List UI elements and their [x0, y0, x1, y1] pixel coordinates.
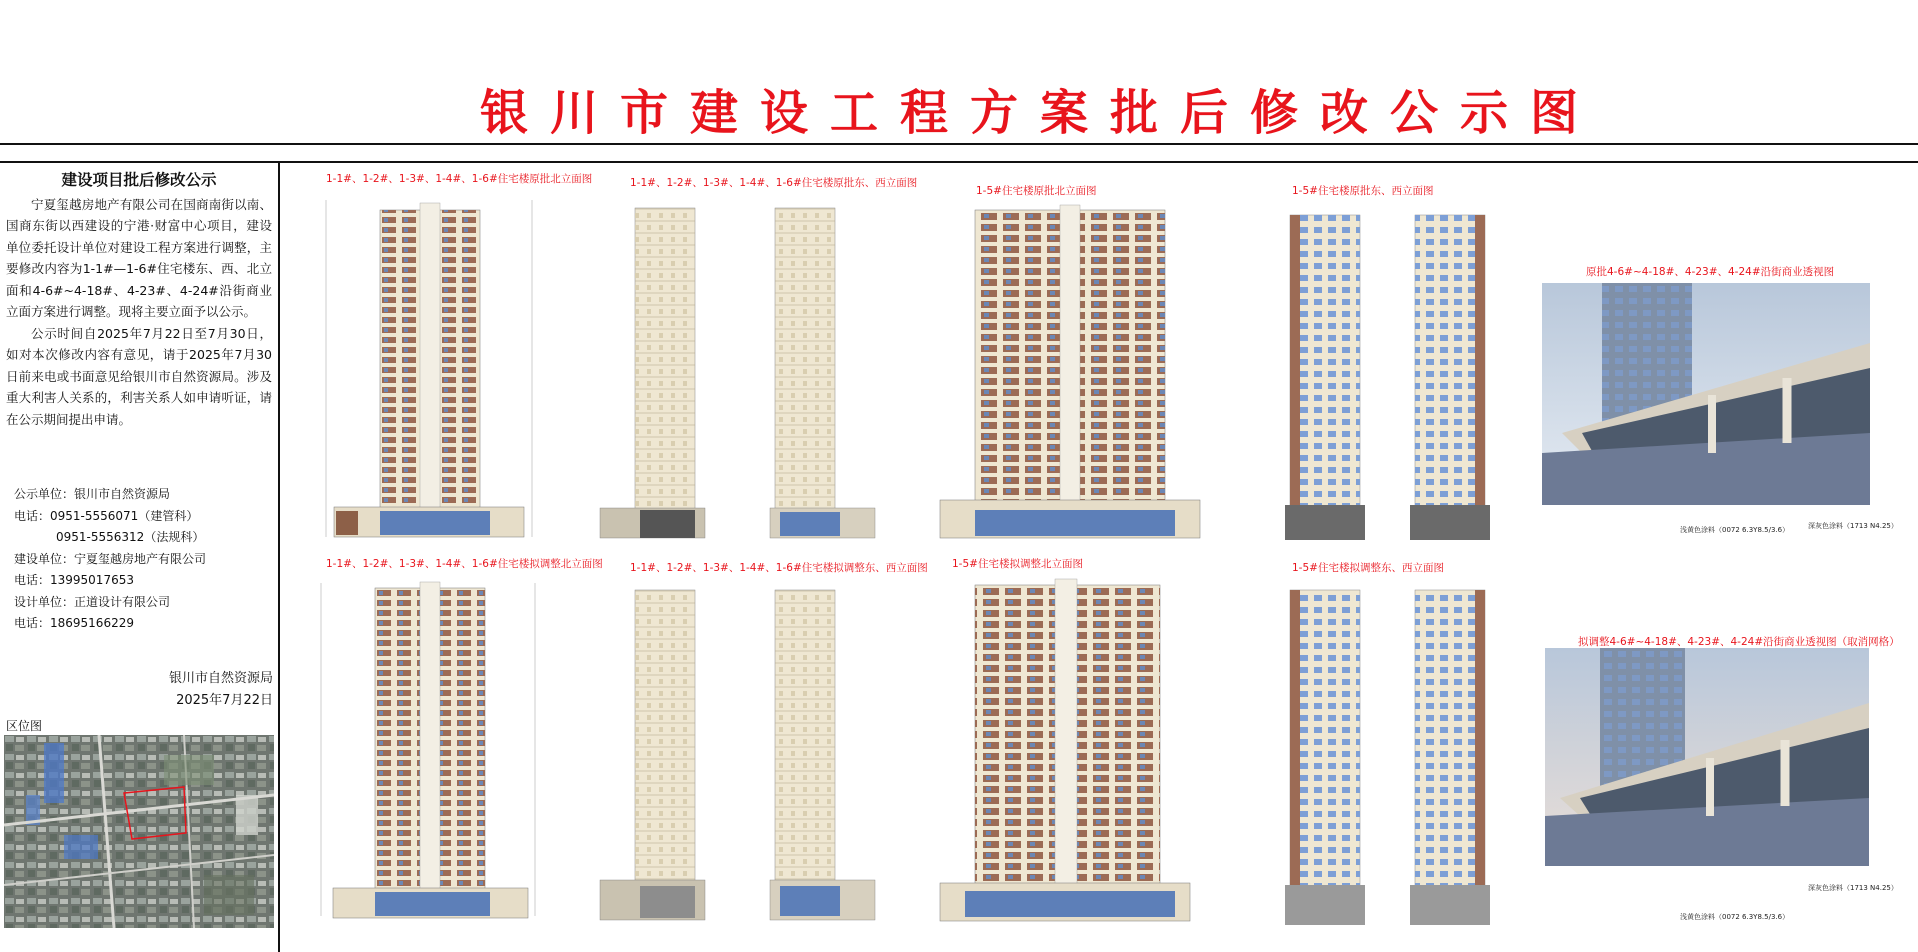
elevation-original-north-1-6 [320, 195, 540, 540]
section-title-adjusted-north-1-5: 1-5#住宅楼拟调整北立面图 [952, 558, 1083, 570]
section-title-original-north-1-5: 1-5#住宅楼原批北立面图 [976, 185, 1097, 197]
signature-org: 银川市自然资源局 [168, 671, 273, 686]
location-map-label: 区位图 [6, 719, 43, 733]
designer-phone: 电话：18695166229 [14, 616, 134, 630]
material-note-adjusted-light: 浅黄色涂料（0072 6.3Y8.5/3.6） [1680, 913, 1790, 921]
elevation-adjusted-north-1-6 [315, 578, 543, 920]
section-title-adjusted-commercial: 拟调整4-6#~4-18#、4-23#、4-24#沿街商业透视图（取消网格） [1578, 636, 1900, 648]
notice-paragraph-1: 宁夏玺越房地产有限公司在国商南街以南、国商东街以西建设的宁港·财富中心项目，建设单位委托设计单位对建设工程方案进行调整，主要修改内容为1-1#—1-6#住宅楼东、西、北立面和4-6#~4-18#、4-23#、4-24#沿街商业立面方案进行调整。现将主要立面予以公示。 [6, 196, 272, 319]
publisher-phone-2: 0951-5556312（法规科） [56, 530, 205, 544]
elevation-adjusted-north-1-5 [915, 575, 1205, 925]
section-title-adjusted-east-west-1-6: 1-1#、1-2#、1-3#、1-4#、1-6#住宅楼拟调整东、西立面图 [630, 562, 928, 574]
location-map-image [4, 735, 274, 928]
contact-block [14, 484, 274, 635]
section-title-original-east-west-1-5: 1-5#住宅楼原批东、西立面图 [1292, 185, 1434, 197]
builder-line: 建设单位：宁夏玺越房地产有限公司 [14, 551, 207, 566]
elevation-original-east-west-1-5 [1255, 200, 1530, 545]
header-rule [0, 143, 1918, 145]
material-note-original-light: 浅黄色涂料（0072 6.3Y8.5/3.6） [1680, 526, 1790, 534]
section-title-original-north-1-6: 1-1#、1-2#、1-3#、1-4#、1-6#住宅楼原批北立面图 [326, 173, 593, 185]
signature-block [120, 668, 273, 712]
elevation-original-north-1-5 [935, 200, 1205, 540]
elevation-adjusted-east-west-1-5 [1255, 580, 1530, 930]
rendering-adjusted-commercial [1545, 648, 1869, 866]
notice-paragraph-2: 公示时间自2025年7月22日至7月30日，如对本次修改内容有意见，请于2025年7月30日前来电或书面意见给银川市自然资源局。涉及重大利害人关系的，利害关系人如申请听证，请在公示期间提出申请。 [6, 325, 272, 427]
material-note-adjusted-dark: 深灰色涂料（1713 N4.25） [1808, 884, 1898, 892]
designer-line: 设计单位：正道设计有限公司 [14, 594, 171, 609]
elevation-adjusted-east-west-1-6 [595, 580, 880, 922]
notice-heading: 建设项目批后修改公示 [61, 171, 217, 189]
publisher-line: 公示单位：银川市自然资源局 [14, 487, 171, 501]
page-title: 银川市建设工程方案批后修改公示图 [480, 85, 1601, 141]
header-rule-lower [0, 161, 1918, 163]
elevation-original-east-west-1-6 [595, 198, 880, 540]
rendering-original-commercial [1542, 283, 1870, 505]
section-title-adjusted-east-west-1-5: 1-5#住宅楼拟调整东、西立面图 [1292, 562, 1444, 574]
material-note-original-dark: 深灰色涂料（1713 N4.25） [1808, 522, 1898, 530]
publisher-phone-1: 电话：0951-5556071（建管科） [14, 508, 199, 523]
section-title-original-commercial: 原批4-6#~4-18#、4-23#、4-24#沿街商业透视图 [1586, 266, 1835, 278]
notice-panel [6, 170, 272, 430]
section-title-adjusted-north-1-6: 1-1#、1-2#、1-3#、1-4#、1-6#住宅楼拟调整北立面图 [326, 558, 603, 570]
left-panel-divider [278, 163, 280, 952]
signature-date: 2025年7月22日 [176, 693, 273, 708]
builder-phone: 电话：13995017653 [14, 573, 134, 587]
section-title-original-east-west-1-6: 1-1#、1-2#、1-3#、1-4#、1-6#住宅楼原批东、西立面图 [630, 177, 918, 189]
